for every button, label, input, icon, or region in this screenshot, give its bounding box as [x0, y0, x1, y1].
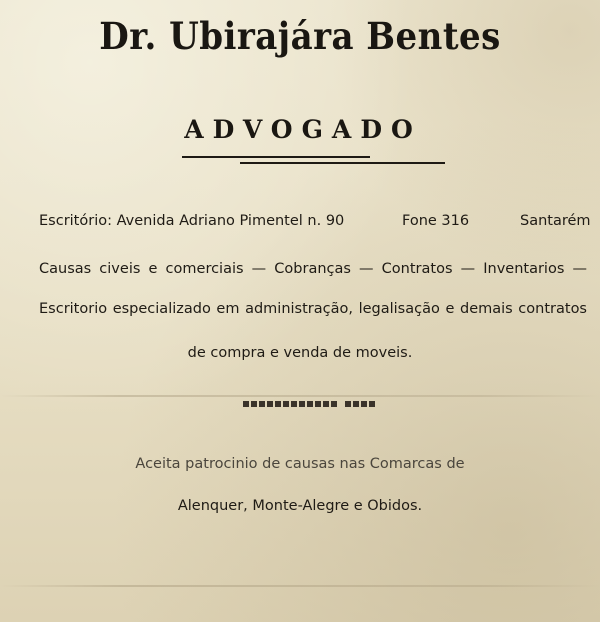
phone-number: Fone 316 [402, 213, 470, 229]
paper-crease [0, 395, 600, 397]
paper-crease [0, 585, 600, 587]
services-line-2: Escritorio especializado em administração, legalisação e demais contratos [39, 301, 587, 317]
underline-rule-lower [240, 162, 445, 164]
dotted-divider [243, 401, 383, 408]
profession-heading: ADVOGADO [184, 115, 422, 144]
lawyer-name: Dr. Ubirajára Bentes [99, 14, 501, 58]
services-line-3: de compra e venda de moveis. [187, 345, 413, 361]
services-line-1: Causas civeis e comerciais — Cobranças — Contratos — Inventarios — [39, 261, 587, 277]
notice-line-1: Aceita patrocinio de causas nas Comarcas de [135, 456, 465, 472]
underline-rule-upper [182, 156, 370, 158]
office-address: Escritório: Avenida Adriano Pimentel n. 90 [39, 213, 345, 229]
city-name: Santarém [520, 213, 591, 229]
notice-line-2: Alenquer, Monte-Alegre e Obidos. [177, 498, 423, 514]
